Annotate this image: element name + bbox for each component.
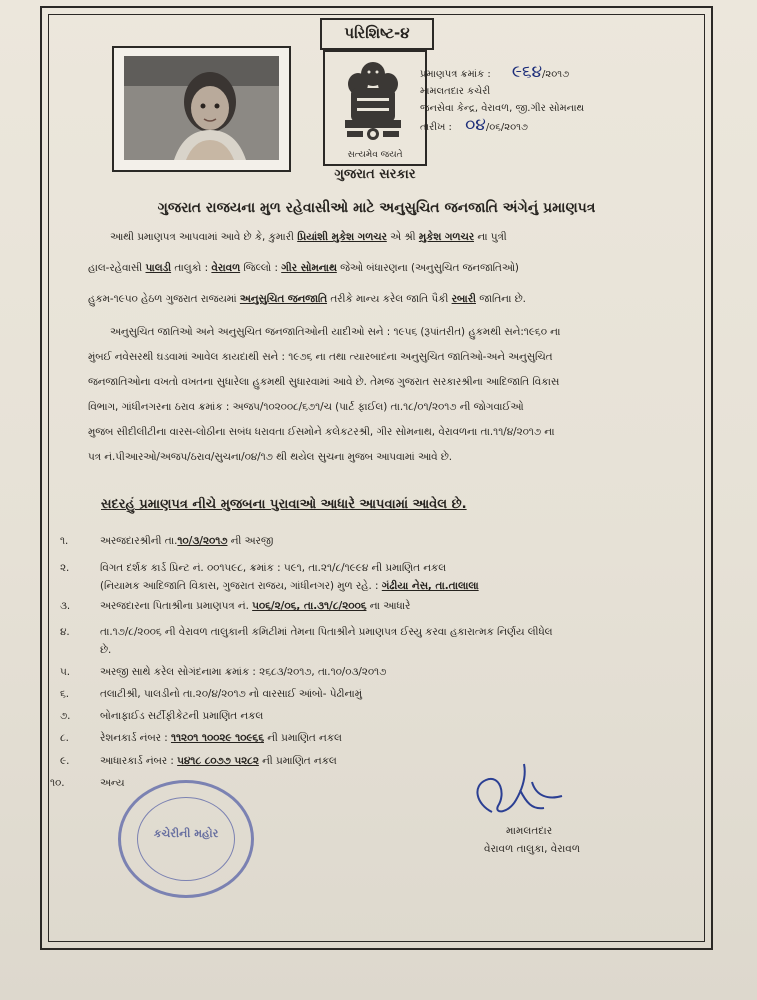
list-item: ૮. રેશનકાર્ડ નંબર : ૧૧૨૦૧ ૧૦૦૨૯ ૧૦૯૬૬ ની પ્રમાણિત નકલ: [60, 732, 342, 744]
para2-line-6: પત્ર નં.પીઆરઓ/અજપ/ઠરાવ/સુચના/૦૪/૧૭ થી થયેલ સુચના મુજબ આપવામાં આવે છે.: [88, 451, 452, 463]
para2-line-1: અનુસુચિત જાતિઓ અને અનુસુચિત જનજાતિઓની યાદીઓ સને : ૧૯૫૬ (રૂપાંતરીત) હુકમથી સને:૧૯૬૦ ના: [110, 326, 561, 338]
certificate-title: ગુજરાત રાજયના મુળ રહેવાસીઓ માટે અનુસુચિત જનજાતિ અંગેનું પ્રમાણપત્ર: [157, 200, 596, 216]
national-emblem: [323, 50, 427, 166]
list-item: ૯. આધારકાર્ડ નંબર : ૫૪૧૮ ૮૦૭૭ ૫૨૮૨ ની પ્રમાણિત નકલ: [60, 755, 337, 767]
date-label: તારીખ :: [420, 122, 452, 133]
list-item: ૩. અરજદારના પિતાશ્રીના પ્રમાણપત્ર નં. ૫૦૬/૨/૦૬, તા.૩૧/૮/૨૦૦૬ ના આધારે: [60, 600, 411, 612]
list-item: ૭. બોનાફાઈડ સર્ટીફીકેટની પ્રમાણિત નકલ: [60, 710, 264, 722]
para1-line1: આથી પ્રમાણપત્ર આપવામાં આવે છે કે, કુમારી પ્રિયાંશી મુકેશ ગળચર એ શ્રી મુકેશ ગળચર ના પુત્રી: [110, 231, 507, 243]
cert-number-year: /૨૦૧૭: [542, 69, 570, 80]
list-item: ૧. અરજદારશ્રીની તા.૧૦/૩/૨૦૧૭ ની અરજી: [60, 535, 274, 547]
village-name: પાલડી: [145, 262, 172, 274]
list-item: છે.: [100, 644, 112, 656]
para1-line2: હાલ-રહેવાસી પાલડી તાલુકો : વેરાવળ જિલ્લો : ગીર સોમનાથ જેઓ બંધારણના (અનુસુચિત જનજાતિઓ): [88, 262, 519, 274]
cert-number-label: પ્રમાણપત્ર ક્રમાંક :: [420, 69, 491, 80]
evidence-heading: સદરહું પ્રમાણપત્ર નીચે મુજબના પુરાવાઓ આધારે આપવામાં આવેલ છે.: [101, 497, 467, 512]
seal-label: કચેરીની મહોર: [153, 827, 219, 840]
office-seal: [118, 780, 254, 898]
signatory-office: વેરાવળ તાલુકા, વેરાવળ: [484, 843, 581, 855]
appendix-title: પરિશિષ્ટ-૪: [320, 18, 434, 50]
date-day: ૦૪: [465, 115, 486, 135]
list-item: (નિયામક આદિજાતિ વિકાસ, ગુજરાત રાજય, ગાંધીનગર) મુળ રહે. : ગંઢીયા નેસ, તા.તાલાલા: [100, 580, 479, 592]
list-item: ૬. તલાટીશ્રી, પાલડીનો તા.૨૦/૪/૨૦૧૭ નો વારસાઈ આંબો- પેઢીનામું: [60, 688, 362, 700]
para1-line3: હુકમ-૧૯૫૦ હેઠળ ગુજરાત રાજયમાં અનુસુચિત જનજાતિ તરીકે માન્ય કરેલ જાતિ પૈકી રબારી જાતિના છે.: [88, 293, 526, 305]
list-item: ૪. તા.૧૭/૮/૨૦૦૬ ની વેરાવળ તાલુકાની કમિટીમાં તેમના પિતાશ્રીને પ્રમાણપત્ર ઈસ્યુ કરવા હકારાત્મક નિર્ણય લીધેલ: [60, 626, 553, 638]
government-name: ગુજરાત સરકાર: [334, 167, 416, 182]
district-name: ગીર સોમનાથ: [281, 262, 337, 274]
signatory-block: [484, 822, 580, 858]
category-name: અનુસુચિત જનજાતિ: [239, 293, 328, 305]
ashoka-lion-icon: [325, 54, 421, 146]
list-item: ૧૦. અન્ય: [50, 777, 125, 789]
applicant-name: પ્રિયાંશી મુકેશ ગળચર: [297, 231, 387, 243]
signature-mark: [462, 760, 582, 826]
para2-line-2: મુંબઈ નવેસરથી ઘડવામાં આવેલ કાયદાથી સને : ૧૯૭૬ ના તથા ત્યારબાદના અનુસુચિત જાતિઓ-અને અનુસુચિત: [88, 351, 553, 363]
certificate-info: [420, 64, 584, 136]
emblem-motto: સત્યમેવ જયતે: [347, 150, 403, 160]
taluka-name: વેરાવળ: [211, 262, 241, 274]
signatory-title: મામલતદાર: [506, 825, 553, 837]
office-line-2: જનસેવા કેન્દ્ર, વેરાવળ, જી.ગીર સોમનાથ: [420, 103, 585, 114]
list-item: ૫. અરજી સાથે કરેલ સોગંદનામા ક્રમાંક : ૨૬૮૩/૨૦૧૭, તા.૧૦/૦૩/૨૦૧૭: [60, 666, 387, 678]
cert-number-value: ૯૬૪: [511, 62, 543, 82]
para2-line-3: જનજાતિઓના વખતો વખતના સુધારેલા હુકમથી સુધારવામાં આવે છે. તેમજ ગુજરાત સરકારશ્રીના આદિજાતિ વિકાસ: [88, 376, 560, 388]
child-photo-image: [124, 56, 279, 160]
caste-name: રબારી: [451, 293, 476, 305]
list-item: ૨. વિગત દર્શક કાર્ડ પ્રિન્ટ નં. ૦૦૧૫૯૮, ક્રમાંક : ૫૯૧, તા.૨૧/૮/૧૯૯૪ ની પ્રમાણિત નકલ: [60, 562, 446, 574]
para2-line-4: વિભાગ, ગાંધીનગરના ઠરાવ ક્રમાંક : અજપ/૧૦૨૦૦૮/૬૭૧/ચ (પાર્ટ ફાઈલ) તા.૧૮/૦૧/૨૦૧૭ ની જોગવાઈઓ: [88, 401, 524, 413]
office-line-1: મામલતદાર કચેરી: [420, 86, 491, 97]
applicant-photo: [112, 46, 291, 172]
date-rest: /૦૬/૨૦૧૭: [485, 122, 528, 133]
father-name: મુકેશ ગળચર: [418, 231, 475, 243]
para2-line-5: મુજબ સીદીલીટીના વારસ-લોઠીના સબંધ ધરાવતા ઈસમોને કલેકટરશ્રી, ગીર સોમનાથ, વેરાવળના તા.૧૧/૪/૨૦૧૭ ના: [88, 426, 555, 438]
